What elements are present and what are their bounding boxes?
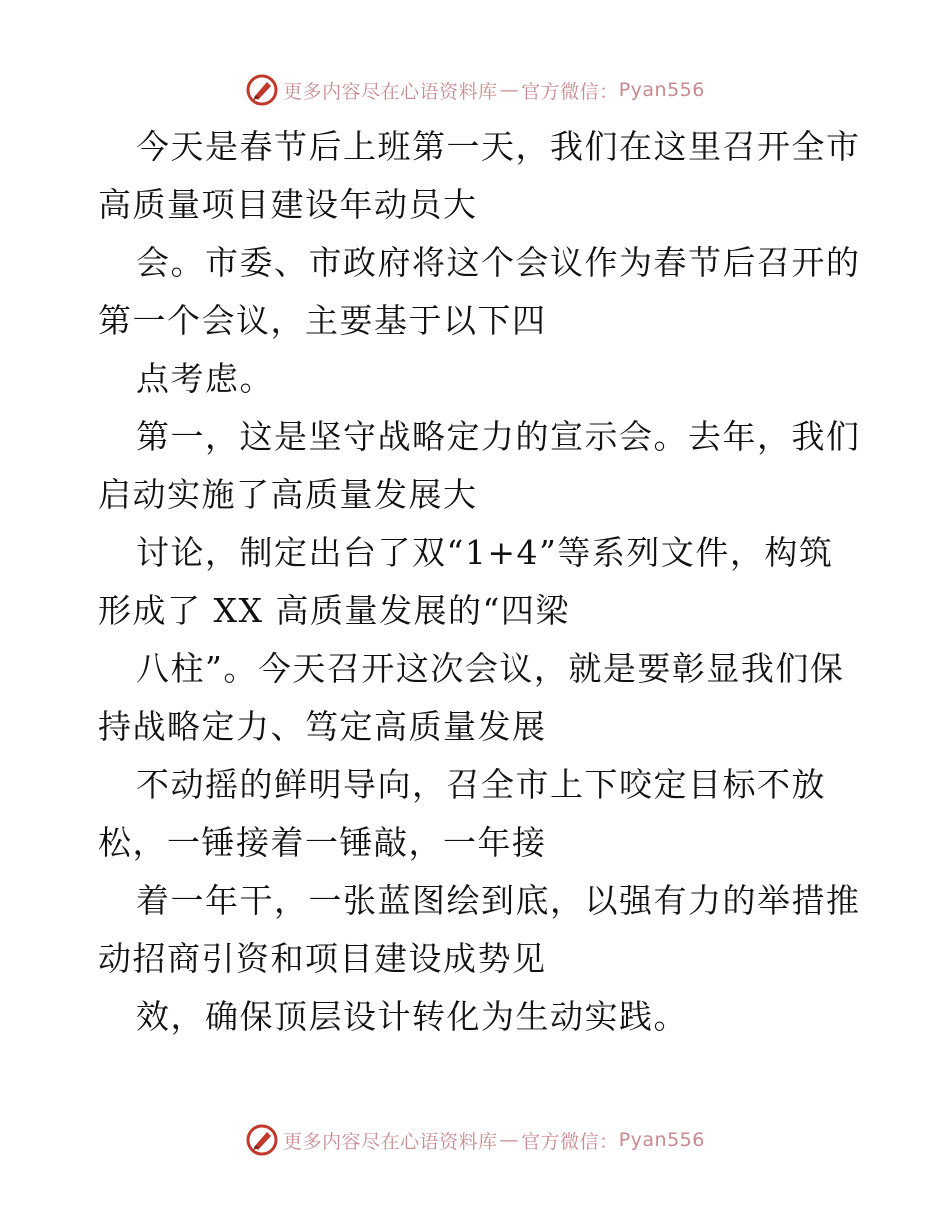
text-line: 讨论，制定出台了双“1+4”等系列文件，构筑 [136,533,834,572]
text-line: 形成了 XX 高质量发展的“四梁 [98,591,570,630]
watermark-label: 官方微信： [521,1130,619,1153]
text-line: 高质量项目建设年动员大 [98,185,478,224]
text-line: 效，确保顶层设计转化为生动实践。 [136,997,688,1036]
text-line: 着一年干，一张蓝图绘到底，以强有力的举措推 [136,881,861,920]
watermark-id: Pyan556 [618,79,705,101]
watermark-text: 更多内容尽在心语资料库 [283,80,498,103]
brand-logo-icon [245,73,279,107]
document-body [98,118,861,1046]
text-line: 动招商引资和项目建设成势见 [98,939,547,978]
footer-watermark [0,1120,950,1160]
watermark-text: 更多内容尽在心语资料库 [283,1130,498,1153]
watermark-label: 官方微信： [521,80,619,103]
watermark-id: Pyan556 [618,1129,705,1151]
text-line: 不动摇的鲜明导向，召全市上下咬定目标不放 [136,765,826,804]
watermark-separator: — [499,1129,520,1151]
text-line: 会。市委、市政府将这个会议作为春节后召开的 [136,243,861,282]
text-line: 第一个会议，主要基于以下四 [98,301,547,340]
text-line: 今天是春节后上班第一天，我们在这里召开全市 [136,127,861,166]
text-line: 持战略定力、笃定高质量发展 [98,707,547,746]
text-line: 八柱”。今天召开这次会议，就是要彰显我们保 [136,649,845,688]
brand-logo-icon [245,1123,279,1157]
watermark-separator: — [499,79,520,101]
text-line: 启动实施了高质量发展大 [98,475,478,514]
header-watermark [0,70,950,110]
text-line: 第一，这是坚守战略定力的宣示会。去年，我们 [136,417,861,456]
text-line: 点考虑。 [136,359,274,398]
text-line: 松，一锤接着一锤敲，一年接 [98,823,547,862]
